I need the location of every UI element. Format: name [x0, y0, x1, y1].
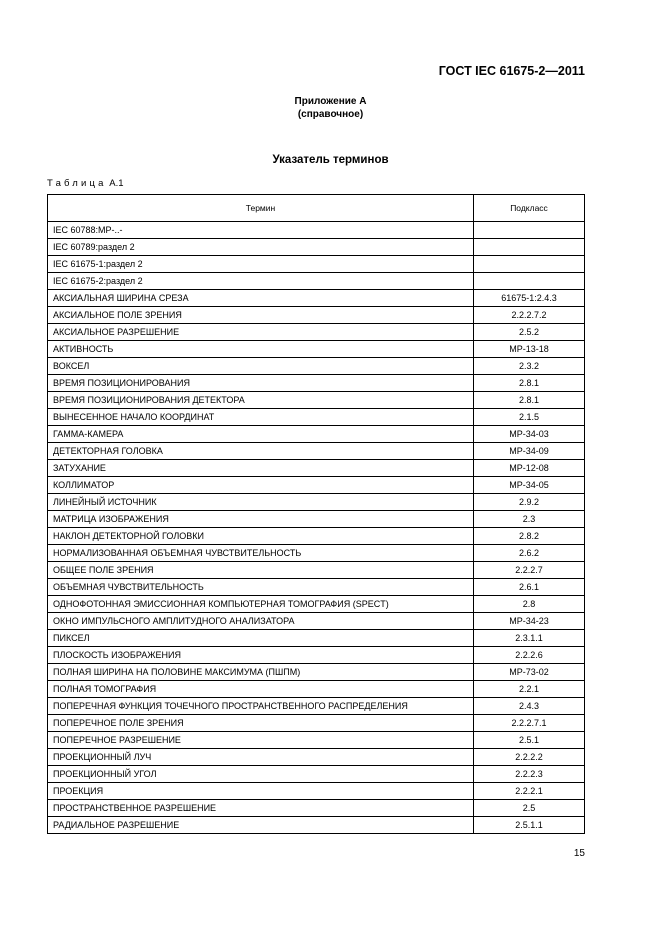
subclass-cell: 2.8 [474, 596, 585, 613]
subclass-cell: 2.2.2.2 [474, 749, 585, 766]
table-row [48, 341, 585, 358]
subclass-cell: 2.2.2.7.2 [474, 307, 585, 324]
subclass-cell: 2.2.2.7 [474, 562, 585, 579]
table-row [48, 681, 585, 698]
term-cell: РАДИАЛЬНОЕ РАЗРЕШЕНИЕ [48, 817, 474, 834]
term-cell: IEC 61675-1:раздел 2 [48, 256, 474, 273]
table-row [48, 222, 585, 239]
table-row [48, 409, 585, 426]
subclass-cell: 2.5.1 [474, 732, 585, 749]
table-row [48, 358, 585, 375]
subclass-cell: 2.3.1.1 [474, 630, 585, 647]
term-cell: НАКЛОН ДЕТЕКТОРНОЙ ГОЛОВКИ [48, 528, 474, 545]
table-row [48, 664, 585, 681]
table-caption-number: А.1 [109, 178, 124, 189]
table-row [48, 460, 585, 477]
table-row [48, 494, 585, 511]
term-cell: IEC 60789:раздел 2 [48, 239, 474, 256]
table-caption [47, 178, 124, 189]
subclass-cell: 2.8.1 [474, 392, 585, 409]
term-cell: ОБЪЕМНАЯ ЧУВСТВИТЕЛЬНОСТЬ [48, 579, 474, 596]
table-row [48, 528, 585, 545]
term-cell: ЛИНЕЙНЫЙ ИСТОЧНИК [48, 494, 474, 511]
term-cell: ПОПЕРЕЧНОЕ РАЗРЕШЕНИЕ [48, 732, 474, 749]
table-row [48, 324, 585, 341]
table-row [48, 545, 585, 562]
term-cell: ПРОЕКЦИОННЫЙ УГОЛ [48, 766, 474, 783]
column-header-term: Термин [48, 195, 474, 222]
table-row [48, 596, 585, 613]
subclass-cell: 2.8.2 [474, 528, 585, 545]
term-cell: ПЛОСКОСТЬ ИЗОБРАЖЕНИЯ [48, 647, 474, 664]
term-cell: АКСИАЛЬНОЕ РАЗРЕШЕНИЕ [48, 324, 474, 341]
subclass-cell: МР-34-23 [474, 613, 585, 630]
table-caption-word: Таблица [47, 178, 107, 189]
table-row [48, 443, 585, 460]
term-cell: КОЛЛИМАТОР [48, 477, 474, 494]
term-cell: АКСИАЛЬНОЕ ПОЛЕ ЗРЕНИЯ [48, 307, 474, 324]
subclass-cell: 2.2.2.7.1 [474, 715, 585, 732]
subclass-cell: МР-13-18 [474, 341, 585, 358]
table-row [48, 375, 585, 392]
page-number: 15 [573, 848, 585, 859]
subclass-cell: 2.5.1.1 [474, 817, 585, 834]
table-row [48, 290, 585, 307]
subclass-cell: МР-34-03 [474, 426, 585, 443]
term-cell: ПРОЕКЦИОННЫЙ ЛУЧ [48, 749, 474, 766]
term-cell: ПОПЕРЕЧНАЯ ФУНКЦИЯ ТОЧЕЧНОГО ПРОСТРАНСТВЕННОГО РАСПРЕДЕЛЕНИЯ [48, 698, 474, 715]
term-cell: ПИКСЕЛ [48, 630, 474, 647]
table-row [48, 613, 585, 630]
term-cell: ПОЛНАЯ ТОМОГРАФИЯ [48, 681, 474, 698]
term-cell: ВЫНЕСЕННОЕ НАЧАЛО КООРДИНАТ [48, 409, 474, 426]
term-cell: ОКНО ИМПУЛЬСНОГО АМПЛИТУДНОГО АНАЛИЗАТОРА [48, 613, 474, 630]
table-row [48, 477, 585, 494]
term-cell: ОБЩЕЕ ПОЛЕ ЗРЕНИЯ [48, 562, 474, 579]
term-cell: ВОКСЕЛ [48, 358, 474, 375]
term-cell: НОРМАЛИЗОВАННАЯ ОБЪЕМНАЯ ЧУВСТВИТЕЛЬНОСТЬ [48, 545, 474, 562]
subclass-cell: 2.6.1 [474, 579, 585, 596]
subclass-cell: 2.2.2.3 [474, 766, 585, 783]
subclass-cell [474, 256, 585, 273]
annex-note: (справочное) [297, 109, 364, 120]
table-row [48, 766, 585, 783]
term-cell: ВРЕМЯ ПОЗИЦИОНИРОВАНИЯ ДЕТЕКТОРА [48, 392, 474, 409]
table-row [48, 630, 585, 647]
table-row [48, 273, 585, 290]
section-title: Указатель терминов [272, 154, 389, 166]
term-cell: АКСИАЛЬНАЯ ШИРИНА СРЕЗА [48, 290, 474, 307]
subclass-cell: 2.3.2 [474, 358, 585, 375]
subclass-cell: 2.8.1 [474, 375, 585, 392]
subclass-cell [474, 273, 585, 290]
table-row [48, 732, 585, 749]
subclass-cell: МР-73-02 [474, 664, 585, 681]
table-row [48, 579, 585, 596]
subclass-cell: 2.3 [474, 511, 585, 528]
term-cell: IEC 61675-2:раздел 2 [48, 273, 474, 290]
table-row [48, 562, 585, 579]
table-body [48, 222, 585, 834]
term-cell: МАТРИЦА ИЗОБРАЖЕНИЯ [48, 511, 474, 528]
table-row [48, 256, 585, 273]
subclass-cell: МР-12-08 [474, 460, 585, 477]
annex-title: Приложение А [294, 96, 367, 107]
subclass-cell: 2.1.5 [474, 409, 585, 426]
table-row [48, 647, 585, 664]
term-cell: ПОЛНАЯ ШИРИНА НА ПОЛОВИНЕ МАКСИМУМА (ПШПМ) [48, 664, 474, 681]
subclass-cell: МР-34-09 [474, 443, 585, 460]
table-row [48, 239, 585, 256]
table-row [48, 749, 585, 766]
table-row [48, 715, 585, 732]
term-cell: ПРОСТРАНСТВЕННОЕ РАЗРЕШЕНИЕ [48, 800, 474, 817]
term-cell: ДЕТЕКТОРНАЯ ГОЛОВКА [48, 443, 474, 460]
subclass-cell [474, 239, 585, 256]
term-cell: ВРЕМЯ ПОЗИЦИОНИРОВАНИЯ [48, 375, 474, 392]
subclass-cell: 61675-1:2.4.3 [474, 290, 585, 307]
table-row [48, 817, 585, 834]
table-header-row [48, 195, 585, 222]
term-cell: ЗАТУХАНИЕ [48, 460, 474, 477]
standard-code: ГОСТ IEC 61675-2—2011 [438, 64, 585, 78]
subclass-cell [474, 222, 585, 239]
subclass-cell: 2.2.1 [474, 681, 585, 698]
subclass-cell: 2.2.2.6 [474, 647, 585, 664]
term-cell: ПРОЕКЦИЯ [48, 783, 474, 800]
term-cell: ГАММА-КАМЕРА [48, 426, 474, 443]
table-row [48, 698, 585, 715]
table-row [48, 307, 585, 324]
subclass-cell: 2.6.2 [474, 545, 585, 562]
table-row [48, 392, 585, 409]
subclass-cell: 2.2.2.1 [474, 783, 585, 800]
table-row [48, 511, 585, 528]
subclass-cell: 2.5 [474, 800, 585, 817]
term-cell: IEC 60788:МР-..- [48, 222, 474, 239]
table-row [48, 426, 585, 443]
terms-table [47, 194, 585, 834]
column-header-subclass: Подкласс [474, 195, 585, 222]
subclass-cell: 2.9.2 [474, 494, 585, 511]
subclass-cell: 2.5.2 [474, 324, 585, 341]
subclass-cell: 2.4.3 [474, 698, 585, 715]
term-cell: ОДНОФОТОННАЯ ЭМИССИОННАЯ КОМПЬЮТЕРНАЯ ТОМОГРАФИЯ (SPECT) [48, 596, 474, 613]
table-row [48, 783, 585, 800]
term-cell: ПОПЕРЕЧНОЕ ПОЛЕ ЗРЕНИЯ [48, 715, 474, 732]
table-row [48, 800, 585, 817]
subclass-cell: МР-34-05 [474, 477, 585, 494]
term-cell: АКТИВНОСТЬ [48, 341, 474, 358]
